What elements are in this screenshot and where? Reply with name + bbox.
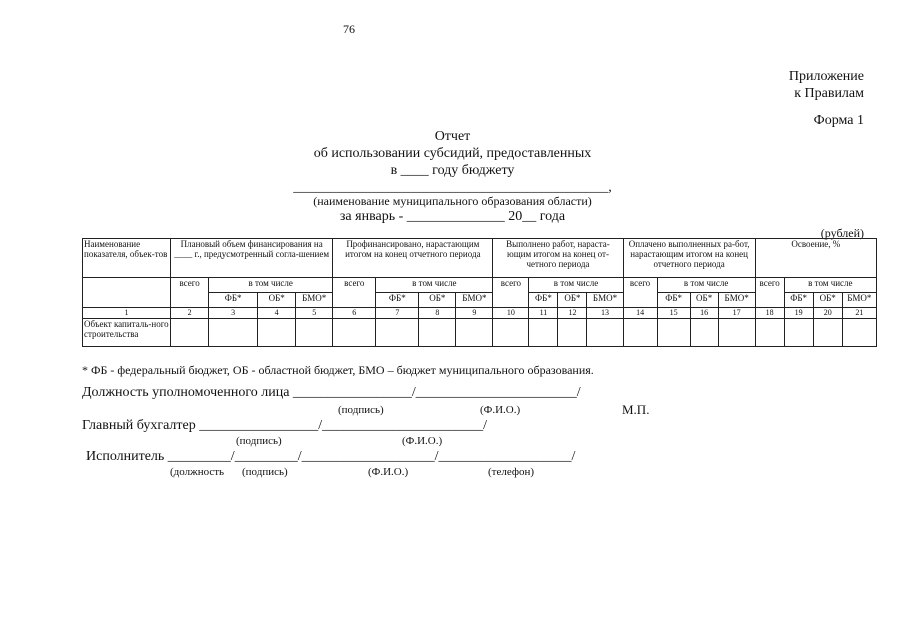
col-number: 5 <box>296 308 333 319</box>
col-number: 13 <box>587 308 623 319</box>
col-fb: ФБ* <box>657 293 690 308</box>
table-cell[interactable] <box>296 319 333 347</box>
header-pct: Освоение, % <box>755 239 876 278</box>
col-number: 18 <box>755 308 784 319</box>
col-number: 10 <box>493 308 529 319</box>
period-line: за январь - ______________ 20__ года <box>339 209 566 224</box>
col-fb: ФБ* <box>376 293 419 308</box>
col-number: 14 <box>623 308 657 319</box>
header-financed: Профинансировано, нарастающим итогом на конец отчетного периода <box>333 239 493 278</box>
col-fb: ФБ* <box>209 293 258 308</box>
pct-total: всего <box>755 278 784 308</box>
authorized-fio-caption: (Ф.И.О.) <box>480 404 521 416</box>
executor-fio-caption: (Ф.И.О.) <box>368 466 409 478</box>
col-ob: ОБ* <box>558 293 587 308</box>
table-cell[interactable] <box>258 319 296 347</box>
col-number: 2 <box>171 308 209 319</box>
header-name: Наименование показателя, объек-тов <box>83 239 171 278</box>
col-number: 17 <box>718 308 755 319</box>
table-cell[interactable] <box>558 319 587 347</box>
col-bmo: БМО* <box>456 293 493 308</box>
done-incl: в том числе <box>529 278 623 293</box>
fin-incl: в том числе <box>376 278 493 293</box>
doc-title: Отчет <box>434 129 471 144</box>
header-done: Выполнено работ, нараста-ющим итогом на конец от-четного периода <box>493 239 623 278</box>
appendix-line-1: Приложение <box>788 69 864 84</box>
fin-total: всего <box>333 278 376 308</box>
accountant-fio-caption: (Ф.И.О.) <box>402 435 443 447</box>
executor-signature-caption: (подпись) <box>242 466 288 478</box>
column-number-row <box>83 308 877 319</box>
doc-subtitle: об использовании субсидий, предоставленных <box>313 146 592 161</box>
col-number: 6 <box>333 308 376 319</box>
table-cell[interactable] <box>755 319 784 347</box>
table-cell[interactable] <box>171 319 209 347</box>
col-number: 12 <box>558 308 587 319</box>
chief-accountant-line: Главный бухгалтер _________________/_______________________/ <box>82 418 488 433</box>
table-cell[interactable] <box>376 319 419 347</box>
col-number: 8 <box>419 308 456 319</box>
row-label: Объект капиталь-ного строительства <box>83 319 171 347</box>
executor-position-caption: (должность <box>170 466 225 478</box>
done-total: всего <box>493 278 529 308</box>
col-number: 1 <box>83 308 171 319</box>
table-cell[interactable] <box>333 319 376 347</box>
col-number: 21 <box>842 308 876 319</box>
municipality-caption: (наименование муниципального образования области) <box>313 194 592 208</box>
table-cell[interactable] <box>718 319 755 347</box>
form-label: Форма 1 <box>813 113 864 128</box>
table-cell[interactable] <box>623 319 657 347</box>
table-cell[interactable] <box>784 319 813 347</box>
plan-total: всего <box>171 278 209 308</box>
table-cell[interactable] <box>209 319 258 347</box>
col-bmo: БМО* <box>842 293 876 308</box>
seal-label: М.П. <box>622 402 650 417</box>
footnote: * ФБ - федеральный бюджет, ОБ - областной бюджет, БМО – бюджет муниципального образования. <box>82 363 594 377</box>
col-fb: ФБ* <box>784 293 813 308</box>
table-cell[interactable] <box>529 319 558 347</box>
table-cell[interactable] <box>456 319 493 347</box>
header-paid: Оплачено выполненных ра-бот, нарастающим итогом на конец отчетного периода <box>623 239 755 278</box>
col-number: 4 <box>258 308 296 319</box>
col-ob: ОБ* <box>813 293 842 308</box>
col-bmo: БМО* <box>296 293 333 308</box>
appendix-label <box>789 68 864 102</box>
report-table <box>82 238 877 347</box>
col-number: 9 <box>456 308 493 319</box>
table-cell[interactable] <box>813 319 842 347</box>
col-ob: ОБ* <box>419 293 456 308</box>
doc-year-line: в ____ году бюджету <box>390 163 515 178</box>
executor-line: Исполнитель _________/_________/___________________/___________________/ <box>86 449 576 464</box>
pct-incl: в том числе <box>784 278 876 293</box>
col-number: 7 <box>376 308 419 319</box>
col-number: 20 <box>813 308 842 319</box>
col-number: 15 <box>657 308 690 319</box>
table-cell[interactable] <box>657 319 690 347</box>
table-cell[interactable] <box>690 319 718 347</box>
units-label: (рублей) <box>820 226 864 240</box>
municipality-blank: _____________________________________________, <box>293 180 612 195</box>
col-ob: ОБ* <box>258 293 296 308</box>
header-spacer <box>83 293 171 308</box>
table-cell[interactable] <box>587 319 623 347</box>
header-plan: Плановый объем финансирования на ____ г., предусмотренный согла-шением <box>171 239 333 278</box>
col-ob: ОБ* <box>690 293 718 308</box>
authorized-signature-caption: (подпись) <box>338 404 384 416</box>
col-number: 19 <box>784 308 813 319</box>
paid-total: всего <box>623 278 657 308</box>
header-spacer <box>83 278 171 293</box>
col-bmo: БМО* <box>587 293 623 308</box>
col-number: 16 <box>690 308 718 319</box>
col-number: 3 <box>209 308 258 319</box>
page-number: 76 <box>343 22 355 36</box>
table-row <box>83 319 877 347</box>
appendix-line-2: к Правилам <box>794 86 864 101</box>
paid-incl: в том числе <box>657 278 755 293</box>
col-fb: ФБ* <box>529 293 558 308</box>
plan-incl: в том числе <box>209 278 333 293</box>
executor-phone-caption: (телефон) <box>488 466 535 478</box>
accountant-signature-caption: (подпись) <box>236 435 282 447</box>
col-bmo: БМО* <box>718 293 755 308</box>
table-cell[interactable] <box>493 319 529 347</box>
table-cell[interactable] <box>419 319 456 347</box>
authorized-person-line: Должность уполномоченного лица _________________/_______________________/ <box>82 385 581 400</box>
col-number: 11 <box>529 308 558 319</box>
table-cell[interactable] <box>842 319 876 347</box>
